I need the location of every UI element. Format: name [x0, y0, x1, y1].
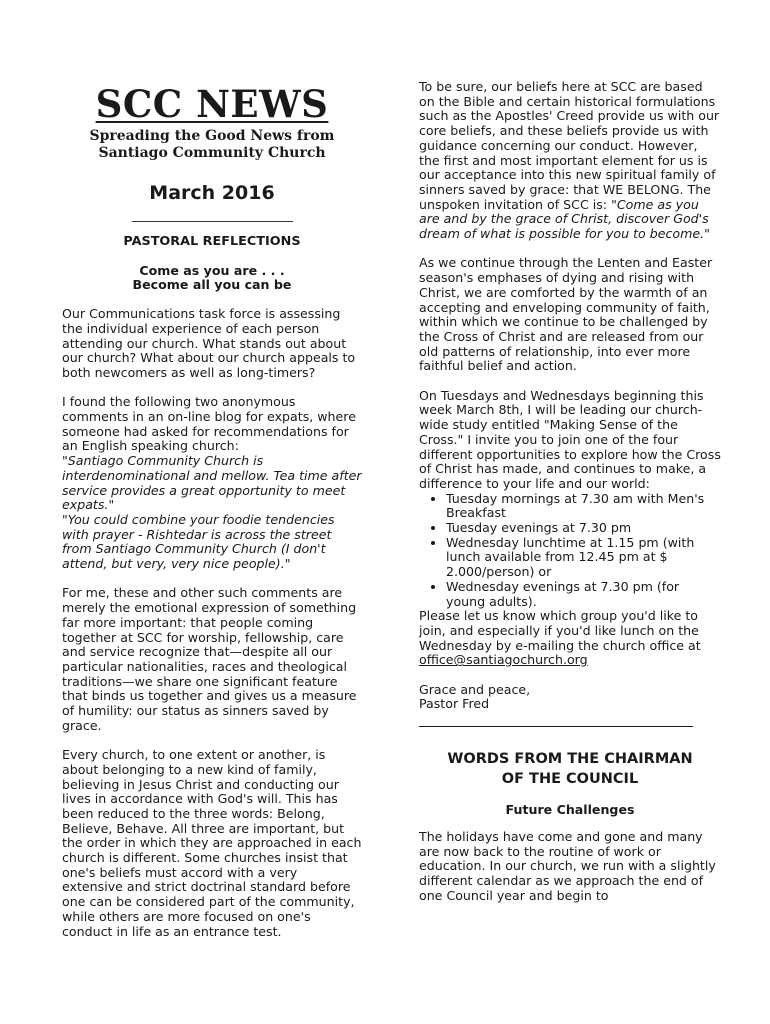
signup-text: [419, 609, 721, 668]
sign-off: [419, 683, 721, 712]
session-item: • Wednesday lunchtime at 1.15 pm (with lunch available from 12.45 pm at $ 2.000/person) or: [446, 536, 721, 580]
issue-date: March 2016: [149, 182, 275, 204]
blog-quote-1: "Santiago Community Church is interdenominational and mellow. Tea time after service provides a great opportunity to meet expats.": [62, 453, 362, 513]
closing: Grace and peace,: [419, 681, 531, 697]
newsletter-title: SCC NEWS: [95, 82, 329, 126]
session-item: • Tuesday evenings at 7.30 pm: [446, 521, 721, 536]
pastoral-paragraph-4: Every church, to one extent or another, is about belonging to a new kind of family, believing in Jesus Christ and conducting our lives in accordance with God's will. This has been reduced to the three words: Belong, Believe, Behave. All three are important, but the order in which they are approached in each church is different. Some churches insist that one's beliefs must accord with a very extensive and strict doctrinal standard before one can be considered part of the community, while others are more focused on one's conduct in life as an entrance test.: [62, 747, 362, 939]
pastoral-subheading-line-1: Come as you are . . .: [139, 262, 285, 278]
session-item: • Tuesday mornings at 7.30 am with Men's Breakfast: [446, 492, 721, 521]
masthead-rule: ________________________________: [132, 208, 292, 222]
chairman-paragraph-1: The holidays have come and gone and many are now back to the routine of work or education. In our church, we run with a slightly different calendar as we approach the end of one Council year and begin to: [419, 828, 716, 903]
pastoral-paragraph-6: As we continue through the Lenten and Easter season's emphases of dying and rising with Christ, we are comforted by the warmth of an accepting and enveloping community of faith, within which we continue to be challenged by the Cross of Christ and are released from our old patterns of relationship, into ever more faithful belief and action.: [419, 255, 713, 374]
chairman-subheading: Future Challenges: [505, 802, 635, 818]
pastoral-paragraph-3: For me, these and other such comments are merely the emotional expression of something far more important: that people coming together at SCC for worship, fellowship, care and service recognize that—despite all our particular nationalities, races and theological traditions—we share one significant feature that binds us together and gives us a measure of humility: our status as sinners saved by grace.: [62, 585, 357, 733]
office-email-link[interactable]: office@santiagochurch.org: [419, 652, 588, 668]
signature: Pastor Fred: [419, 696, 490, 712]
beliefs-text: To be sure, our beliefs here at SCC are based on the Bible and certain historical formulations such as the Apostles' Creed provide us with our core beliefs, and these beliefs provide us with guidance concerning our conduct. However, the first and most important element for us is our acceptance into this new spiritual family of sinners saved by grace: that WE BELONG. The unspoken invitation of SCC is:: [419, 79, 720, 212]
section-divider: [419, 726, 693, 727]
pastoral-heading: PASTORAL REFLECTIONS: [123, 234, 301, 249]
study-invitation: On Tuesdays and Wednesdays beginning this week March 8th, I will be leading our church-wide study entitled "Making Sense of the Cross." I invite you to join one of the four different opportunities to explore how the Cross of Christ has made, and continues to make, a difference to your life and our world:: [419, 387, 721, 491]
blog-quote-2: "You could combine your foodie tendencies with prayer - Rishtedar is across the street from Santiago Community Church (I don't attend, but very, very nice people).": [62, 511, 335, 572]
pastoral-subheading-line-2: Become all you can be: [132, 277, 292, 293]
masthead: [62, 84, 362, 222]
pastoral-paragraph-7: [419, 389, 721, 668]
session-list: [419, 492, 721, 610]
chairman-heading: [419, 749, 721, 789]
pastoral-paragraph-2: [62, 395, 362, 571]
blog-intro: I found the following two anonymous comments in an on-line blog for expats, where someone had asked for recommendations for an English speaking church:: [62, 394, 356, 454]
tagline: [62, 128, 362, 162]
pastoral-paragraph-5: [419, 80, 721, 242]
tagline-line-1: Spreading the Good News from: [89, 128, 335, 144]
pastoral-paragraph-1: Our Communications task force is assessing the individual experience of each person attending our church. What stands out about our church? What about our church appeals to both newcomers as well as long-timers?: [62, 306, 356, 380]
tagline-line-2: Santiago Community Church: [98, 145, 326, 161]
session-item: • Wednesday evenings at 7.30 pm (for young adults).: [446, 580, 721, 609]
signup-instructions: Please let us know which group you'd like to join, and especially if you'd like lunch on the Wednesday by e-mailing the church office at: [419, 608, 701, 653]
right-column: [419, 0, 721, 918]
chairman-heading-line-2: OF THE COUNCIL: [501, 771, 639, 788]
invitation-quote: "Come as you are and by the grace of Christ, discover God's dream of what is possible for you to become.": [419, 196, 710, 242]
chairman-heading-line-1: WORDS FROM THE CHAIRMAN: [447, 751, 693, 768]
pastoral-subheading: [62, 264, 362, 293]
left-column: [62, 0, 362, 954]
